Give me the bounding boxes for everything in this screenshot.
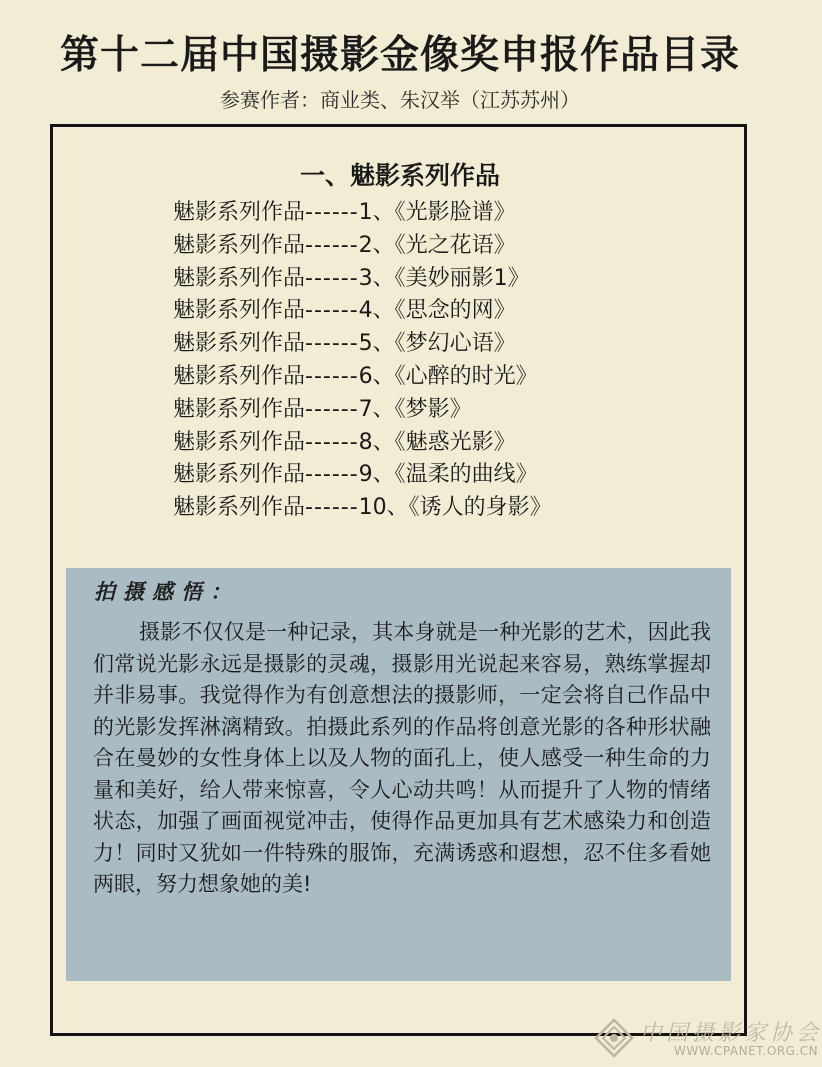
reflection-heading: 拍摄感悟： bbox=[94, 579, 239, 604]
reflection-body: 摄影不仅仅是一种记录，其本身就是一种光影的艺术，因此我们常说光影永远是摄影的灵魂，摄影用光说起来容易，熟练掌握却并非易事。我觉得作为有创意想法的摄影师，一定会将自己作品中的光影发挥淋漓精致。拍摄此系列的作品将创意光影的各种形状融合在曼妙的女性身体上以及人物的面孔上，使人感受一种生命的力量和美好，给人带来惊喜，令人心动共鸣！从而提升了人物的情绪状态，加强了画面视觉冲击，使得作品更加具有艺术感染力和创造力！同时又犹如一件特殊的服饰，充满诱惑和遐想，忍不住多看她两眼，努力想象她的美! bbox=[93, 620, 711, 896]
work-series: 魅影系列作品 bbox=[173, 429, 306, 455]
work-series: 魅影系列作品 bbox=[173, 363, 306, 389]
page-title: 第十二届中国摄影金像奖申报作品目录 bbox=[59, 33, 740, 78]
list-item bbox=[173, 459, 552, 492]
work-series: 魅影系列作品 bbox=[173, 495, 306, 521]
work-entry: 1、《光影脸谱》 bbox=[358, 200, 516, 225]
cpa-logo-icon bbox=[594, 1018, 634, 1058]
watermark-name: 中国摄影家协会 bbox=[640, 1021, 822, 1046]
work-series: 魅影系列作品 bbox=[173, 298, 306, 324]
work-separator: ------ bbox=[305, 396, 359, 422]
work-entry: 7、《梦影》 bbox=[358, 396, 472, 422]
work-entry: 6、《心醉的时光》 bbox=[358, 363, 538, 389]
work-separator: ------ bbox=[305, 298, 359, 324]
list-item bbox=[173, 230, 552, 263]
watermark bbox=[592, 1014, 822, 1062]
works-list bbox=[173, 197, 552, 525]
work-separator: ------ bbox=[305, 495, 359, 521]
work-entry: 9、《温柔的曲线》 bbox=[358, 462, 538, 488]
work-separator: ------ bbox=[305, 200, 359, 225]
list-item bbox=[173, 394, 552, 427]
work-series: 魅影系列作品 bbox=[173, 200, 306, 225]
work-series: 魅影系列作品 bbox=[173, 396, 306, 422]
work-separator: ------ bbox=[305, 462, 359, 488]
list-item bbox=[173, 295, 552, 328]
list-item bbox=[173, 197, 552, 230]
work-series: 魅影系列作品 bbox=[173, 265, 306, 291]
work-series: 魅影系列作品 bbox=[173, 462, 306, 488]
list-item bbox=[173, 492, 552, 525]
work-separator: ------ bbox=[305, 429, 359, 455]
section-heading: 一、魅影系列作品 bbox=[299, 161, 500, 190]
work-series: 魅影系列作品 bbox=[173, 232, 306, 258]
list-item bbox=[173, 328, 552, 361]
work-entry: 5、《梦幻心语》 bbox=[358, 331, 516, 357]
work-entry: 2、《光之花语》 bbox=[358, 232, 516, 258]
list-item bbox=[173, 427, 552, 460]
work-separator: ------ bbox=[305, 331, 359, 357]
entrant-subtitle: 参赛作者：商业类、朱汉举（江苏苏州） bbox=[220, 88, 580, 112]
work-separator: ------ bbox=[305, 363, 359, 389]
list-item bbox=[173, 263, 552, 296]
work-separator: ------ bbox=[305, 265, 359, 291]
work-series: 魅影系列作品 bbox=[173, 331, 306, 357]
list-item bbox=[173, 361, 552, 394]
work-entry: 4、《思念的网》 bbox=[358, 298, 516, 324]
work-entry: 8、《魅惑光影》 bbox=[358, 429, 516, 455]
watermark-url: WWW.CPANET.ORG.CN bbox=[674, 1044, 819, 1058]
work-entry: 10、《诱人的身影》 bbox=[358, 495, 552, 521]
work-entry: 3、《美妙丽影1》 bbox=[358, 265, 530, 291]
work-separator: ------ bbox=[305, 232, 359, 258]
